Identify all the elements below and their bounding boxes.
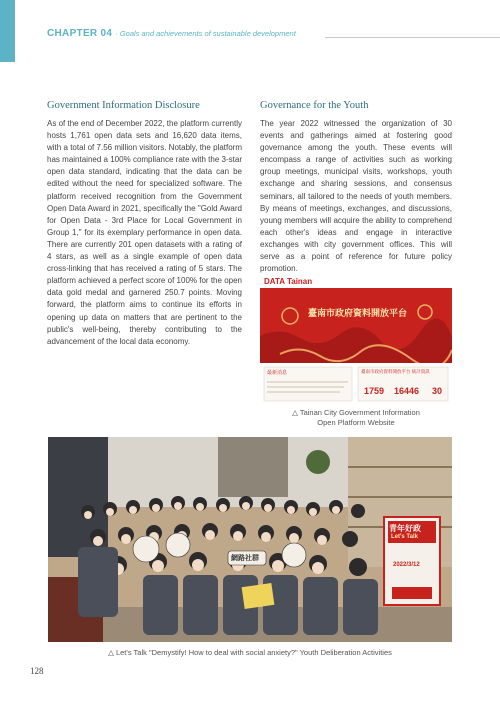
youth-sign-date: 2022/3/12 xyxy=(393,562,420,568)
youth-sign-subtitle: Let's Talk xyxy=(391,534,418,540)
page-number: 128 xyxy=(30,666,44,676)
caption-platform-line1: Tainan City Government Information xyxy=(299,408,420,417)
held-board-text: 網路社群 xyxy=(231,554,259,562)
chapter-number: CHAPTER 04 xyxy=(47,28,113,39)
stat-events: 30 xyxy=(432,386,443,396)
youth-sign-title: 青年好政 xyxy=(389,524,421,533)
heading-government-information: Government Information Disclosure xyxy=(47,100,200,111)
stat-items: 16446 xyxy=(394,386,420,396)
caption-platform-line2: Open Platform Website xyxy=(317,418,395,427)
chapter-header xyxy=(47,28,296,39)
paragraph-government-information: As of the end of December 2022, the platform currently hosts 1,761 open data sets and 16,620 data items, with a total of 7.56 million visitors. Notably, the platform has maintained a 100% compliance rate with the 3-star open data standard, indicating that the data can be edited without the need for specialized software. The platform received recognition from the Government Open Data Award in 2021, specifically the "Gold Award for Open Data - 3rd Place for Local Government in Group 1," for its exemplary performance in open data. There are currently 201 open datasets with a rating of 4 stars, as well as a single example of open data cross-linking that has received a rating of 5 stars. The platform achieved a perfect score of 100% for the open data gold medal and garnered 250.7 points. Moving forward, the platform aims to continue its efforts in opening up data on matters that are pertinent to the public's well-being, thereby contributing to the advancement of the local data economy. xyxy=(47,119,242,346)
paragraph-youth-governance: The year 2022 witnessed the organization of 30 events and gatherings aimed at fostering good governance among the youth. These events will encompass a range of activities such as working group meetings, municipal visits, workshops, youth exchange and sharing sessions, and consensus seminars, all tailored to the needs of youth members. By means of meetings, exchanges, and discussions, young members will acquire the ability to comprehend each other's ideas and engage in interactive exchanges with city government offices. This will serve as a point of reference for future policy promotion. xyxy=(260,119,452,274)
caption-youth-event xyxy=(48,648,452,658)
platform-logo: DATA Tainan xyxy=(264,277,313,286)
stat-datasets: 1759 xyxy=(364,386,385,396)
youth-event-group-photo xyxy=(48,437,452,642)
caption-platform xyxy=(260,408,452,428)
triangle-icon: △ xyxy=(108,648,114,657)
chapter-side-tab xyxy=(0,0,15,62)
chapter-subtitle: · Goals and achievements of sustainable development xyxy=(115,29,296,38)
open-data-platform-screenshot xyxy=(260,276,452,404)
platform-banner-title: 臺南市政府資料開放平台 xyxy=(308,309,408,319)
header-rule xyxy=(325,37,500,38)
triangle-icon: △ xyxy=(292,408,298,417)
news-box-title: 最新消息 xyxy=(267,370,288,376)
caption-youth-event-text: Let's Talk "Demystify! How to deal with social anxiety?" Youth Deliberation Activities xyxy=(115,648,392,657)
heading-youth-governance: Governance for the Youth xyxy=(260,100,369,111)
stats-box-title: 臺南市政府資料開放平台 統計資訊 xyxy=(361,369,430,374)
